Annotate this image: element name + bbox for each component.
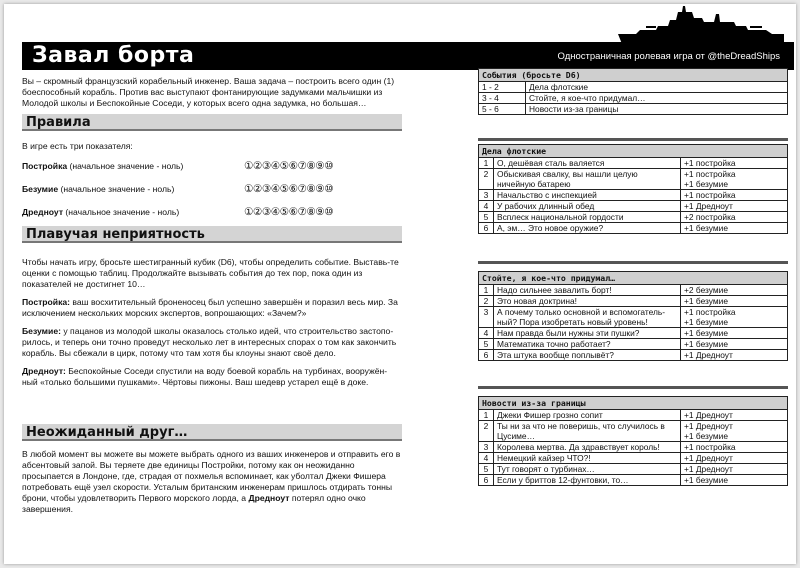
stat-track[interactable]: ①②③④⑤⑥⑦⑧⑨⑩ bbox=[244, 183, 334, 195]
table-row: 3 Королева мертва. Да здравствует король! +1 постройка bbox=[479, 442, 788, 453]
table-row: 2 Обыскивая свалку, вы нашли целую ничейную батарею +1 постройка +1 безумие bbox=[479, 169, 788, 190]
stat-note: (начальное значение - ноль) bbox=[67, 161, 184, 171]
rules-lead: В игре есть три показателя: bbox=[22, 141, 133, 151]
table-caption: События (бросьте D6) bbox=[479, 69, 788, 82]
heading-friend: Неожиданный друг… bbox=[22, 424, 402, 441]
heading-rules: Правила bbox=[22, 114, 402, 131]
abroad-table bbox=[478, 396, 788, 486]
divider bbox=[478, 386, 788, 389]
page bbox=[4, 4, 796, 564]
divider bbox=[478, 261, 788, 264]
page-title: Завал борта bbox=[32, 43, 195, 68]
battleship-icon bbox=[616, 4, 786, 44]
table-row: 5 Всплеск национальной гордости +2 постройка bbox=[479, 212, 788, 223]
table-row: 3 Начальство с инспекцией +1 постройка bbox=[479, 190, 788, 201]
stat-name: Безумие bbox=[22, 184, 59, 194]
table-caption: Новости из-за границы bbox=[479, 397, 788, 410]
intro-paragraph: Вы – скромный французский корабельный инженер. Ваша задача – построить всего один (1) боеспособный корабль. Против вас выступают фонтанирующие задумками мальчишки из Молодой школы и Беспокойные Соседи, у которых всего одна задумка, но большая… bbox=[22, 76, 395, 108]
build-paragraph: Постройка: ваш восхитительный броненосец был успешно завершён и поразил весь мир. За исключением нескольких морских экспертов, вопрошающих: «Зачем?» bbox=[22, 297, 398, 318]
stat-note: (начальное значение - ноль) bbox=[63, 207, 180, 217]
table-row: 6 А, эм… Это новое оружие? +1 безумие bbox=[479, 223, 788, 234]
trouble-text bbox=[22, 257, 402, 395]
stat-build bbox=[22, 159, 402, 173]
stat-dreadnought bbox=[22, 205, 402, 219]
stat-track[interactable]: ①②③④⑤⑥⑦⑧⑨⑩ bbox=[244, 206, 334, 218]
table-row: 1 О, дешёвая сталь валяется +1 постройка bbox=[479, 158, 788, 169]
stat-track[interactable]: ①②③④⑤⑥⑦⑧⑨⑩ bbox=[244, 160, 334, 172]
navy-table bbox=[478, 144, 788, 234]
table-row: 2 Это новая доктрина! +1 безумие bbox=[479, 296, 788, 307]
events-table bbox=[478, 68, 788, 115]
stat-madness bbox=[22, 182, 402, 196]
stat-name: Дредноут bbox=[22, 207, 64, 217]
table-row: 2 Ты ни за что не поверишь, что случилось в Цусиме… +1 Дредноут +1 безумие bbox=[479, 421, 788, 442]
table-row: 4 У рабочих длинный обед +1 Дредноут bbox=[479, 201, 788, 212]
table-row: 5 Тут говорят о турбинах… +1 Дредноут bbox=[479, 464, 788, 475]
table-row: 3 А почему только основной и вспомогатель-ный? Пора изобретать новый уровень! +1 постройка +1 безумие bbox=[479, 307, 788, 328]
stat-name: Постройка bbox=[22, 161, 68, 171]
trouble-paragraph: Чтобы начать игру, бросьте шестигранный кубик (D6), чтобы определить событие. Выставь-те оценки с помощью таблиц. Продолжайте вызывать события до тех пор, пока один из показателей не достигнет 10… bbox=[22, 257, 399, 289]
idea-table bbox=[478, 271, 788, 361]
table-row: 6 Если у бриттов 12-фунтовки, то… +1 безумие bbox=[479, 475, 788, 486]
table-caption: Дела флотские bbox=[479, 145, 788, 158]
divider bbox=[478, 138, 788, 141]
table-row: 6 Эта штука вообще поплывёт? +1 Дредноут bbox=[479, 350, 788, 361]
dreadnought-paragraph: Дредноут: Беспокойные Соседи спустили на воду боевой корабль на турбинах, вооружён-ный «только большими пушками». Чёртовы пижоны. Ваш шедевр устарел ещё в доке. bbox=[22, 366, 388, 387]
table-row: 4 Нам правда были нужны эти пушки? +1 безумие bbox=[479, 328, 788, 339]
page-subtitle: Одностраничная ролевая игра от @theDreadShips bbox=[557, 51, 780, 62]
table-row: 1 - 2 Дела флотские bbox=[479, 82, 788, 93]
intro-text bbox=[22, 76, 402, 116]
table-row: 1 Джеки Фишер грозно сопит +1 Дредноут bbox=[479, 410, 788, 421]
table-row: 4 Немецкий кайзер ЧТО?! +1 Дредноут bbox=[479, 453, 788, 464]
friend-paragraph: В любой момент вы можете вы можете выбрать одного из ваших инженеров и отправить его в абсентовый запой. Вы теряете две единицы Постройки, потому как он неожиданно просыпается в Лондоне, где, страдая от похмелья вспоминает, как уболтал Джеки Фишера потребовать ещё узел скорости. Усталым британским инженерам пришлось отдирать тонны брони, чтобы удовлетворить Первого морского лорда, а Дредноут потерял одно очко завершения. bbox=[22, 449, 401, 514]
table-row: 3 - 4 Стойте, я кое-что придумал… bbox=[479, 93, 788, 104]
madness-paragraph: Безумие: у пацанов из молодой школы оказалось столько идей, что строительство застопо-рилось, и теперь они точно проведут несколько лет в интересных спорах о том как закончить корабль. Вы сбежали в цирк, потому что там хотя бы клоуны знают своё дело. bbox=[22, 326, 397, 358]
table-row: 5 - 6 Новости из-за границы bbox=[479, 104, 788, 115]
friend-text bbox=[22, 449, 402, 522]
table-row: 1 Надо сильнее завалить борт! +2 безумие bbox=[479, 285, 788, 296]
table-caption: Стойте, я кое-что придумал… bbox=[479, 272, 788, 285]
title-banner bbox=[22, 42, 794, 70]
heading-trouble: Плавучая неприятность bbox=[22, 226, 402, 243]
table-row: 5 Математика точно работает? +1 безумие bbox=[479, 339, 788, 350]
stat-note: (начальное значение - ноль) bbox=[58, 184, 175, 194]
